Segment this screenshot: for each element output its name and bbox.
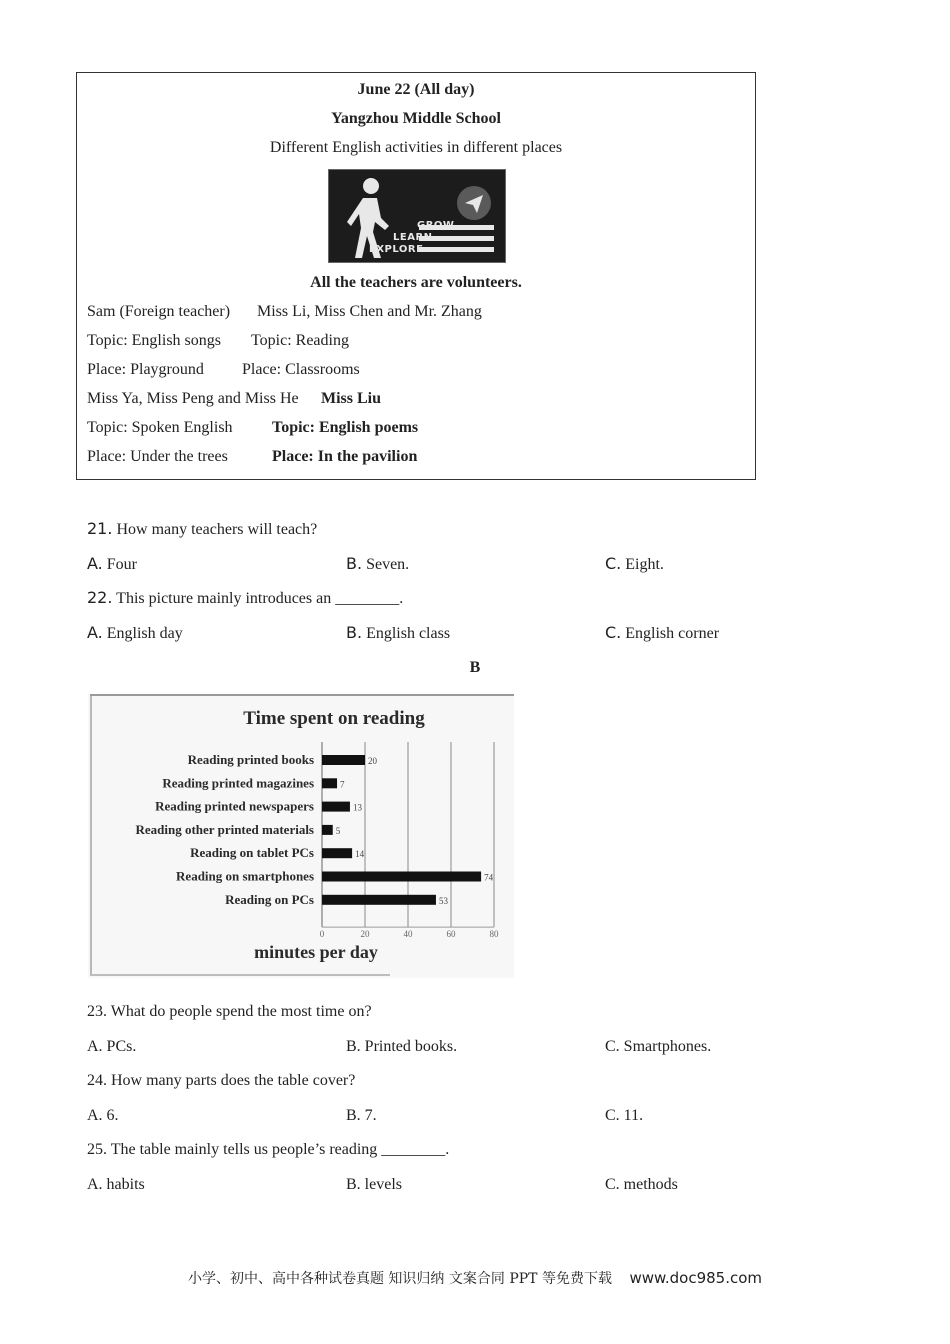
question-21: 21. How many teachers will teach? xyxy=(87,519,318,538)
category-label: Reading on smartphones xyxy=(176,868,314,884)
paper-plane-icon xyxy=(457,186,491,220)
row-right-teachers-li-chen-zhang: Miss Li, Miss Chen and Mr. Zhang xyxy=(257,303,482,320)
chart-svg xyxy=(88,694,514,978)
bar-value-label: 13 xyxy=(352,802,362,813)
q24-option-c[interactable]: C. 11. xyxy=(605,1107,644,1124)
category-label: Reading other printed materials xyxy=(135,821,314,837)
row-right-place-classrooms: Place: Classrooms xyxy=(242,361,360,378)
q23-option-b[interactable]: B. Printed books. xyxy=(346,1038,458,1055)
q23-option-c[interactable]: C. Smartphones. xyxy=(605,1038,712,1055)
bar-value-label: 20 xyxy=(368,756,377,766)
row-right-place-pavilion: Place: In the pavilion xyxy=(272,448,418,465)
bar xyxy=(322,848,352,858)
q22-option-a[interactable]: A. English day xyxy=(87,623,183,642)
x-tick-label: 40 xyxy=(403,929,413,940)
category-label: Reading on tablet PCs xyxy=(190,845,314,861)
q25-option-a[interactable]: A. habits xyxy=(87,1176,145,1193)
bar-value-label: 74 xyxy=(484,872,494,883)
bar-value-label: 14 xyxy=(355,849,365,860)
logo-word-grow: GROW xyxy=(417,220,455,231)
question-22: 22. This picture mainly introduces an ________. xyxy=(87,588,404,607)
notice-school: Yangzhou Middle School xyxy=(331,110,501,127)
footer-text: 小学、初中、高中各种试卷真题 知识归纳 文案合同 PPT 等免费下载 xyxy=(187,1271,612,1287)
q24-option-a[interactable]: A. 6. xyxy=(87,1107,119,1124)
notice-box xyxy=(76,72,756,480)
bar-value-label: 7 xyxy=(340,779,345,790)
q22-option-b[interactable]: B. English class xyxy=(346,623,451,642)
notice-volunteers: All the teachers are volunteers. xyxy=(310,274,522,291)
bar xyxy=(322,872,481,882)
q25-option-c[interactable]: C. methods xyxy=(605,1176,678,1193)
row-right-topic-reading: Topic: Reading xyxy=(251,332,349,349)
bar-value-label: 53 xyxy=(438,895,448,906)
x-tick-label: 60 xyxy=(446,929,456,940)
row-right-teacher-liu: Miss Liu xyxy=(321,390,382,407)
logo-word-explore: EXPLORE xyxy=(369,244,424,255)
reading-time-chart xyxy=(88,694,514,978)
category-label: Reading printed newspapers xyxy=(155,798,314,814)
chart-xlabel: minutes per day xyxy=(254,942,378,962)
row-left-place-trees: Place: Under the trees xyxy=(87,448,228,465)
page-footer xyxy=(0,1268,950,1288)
bar xyxy=(322,778,337,788)
row-left-topic-spoken: Topic: Spoken English xyxy=(87,419,233,436)
q21-option-c[interactable]: C. Eight. xyxy=(605,554,664,573)
row-left-teacher-sam: Sam (Foreign teacher) xyxy=(87,303,231,320)
q21-option-a[interactable]: A. Four xyxy=(87,554,137,573)
q21-option-b[interactable]: B. Seven. xyxy=(346,554,410,573)
grow-learn-explore-logo xyxy=(328,169,506,263)
section-b-heading: B xyxy=(469,659,481,676)
category-label: Reading printed magazines xyxy=(162,775,314,791)
x-tick-label: 20 xyxy=(360,929,370,940)
bar xyxy=(322,895,436,905)
x-tick-label: 0 xyxy=(319,929,325,940)
row-left-topic-songs: Topic: English songs xyxy=(87,332,221,349)
bar xyxy=(322,755,365,765)
row-left-place-playground: Place: Playground xyxy=(87,361,204,378)
bar xyxy=(322,802,350,812)
notice-date: June 22 (All day) xyxy=(357,81,475,98)
q23-option-a[interactable]: A. PCs. xyxy=(87,1038,137,1055)
x-tick-label: 80 xyxy=(489,929,499,940)
question-24: 24. How many parts does the table cover? xyxy=(87,1072,356,1089)
question-23: 23. What do people spend the most time on? xyxy=(87,1003,372,1020)
logo-word-learn: LEARN xyxy=(393,232,433,243)
notice-subtitle: Different English activities in different places xyxy=(269,139,563,156)
q25-option-b[interactable]: B. levels xyxy=(346,1176,402,1193)
q22-option-c[interactable]: C. English corner xyxy=(605,623,720,642)
q24-option-b[interactable]: B. 7. xyxy=(346,1107,377,1124)
question-25: 25. The table mainly tells us people’s reading ________. xyxy=(87,1141,450,1158)
row-left-teachers-ya-peng-he: Miss Ya, Miss Peng and Miss He xyxy=(87,390,299,407)
bar xyxy=(322,825,333,835)
bar-value-label: 5 xyxy=(335,825,341,836)
category-label: Reading on PCs xyxy=(225,891,314,907)
footer-url[interactable]: www.doc985.com xyxy=(629,1269,763,1287)
chart-title: Time spent on reading xyxy=(243,708,425,729)
row-right-topic-poems: Topic: English poems xyxy=(272,419,419,436)
category-label: Reading printed books xyxy=(187,752,314,767)
